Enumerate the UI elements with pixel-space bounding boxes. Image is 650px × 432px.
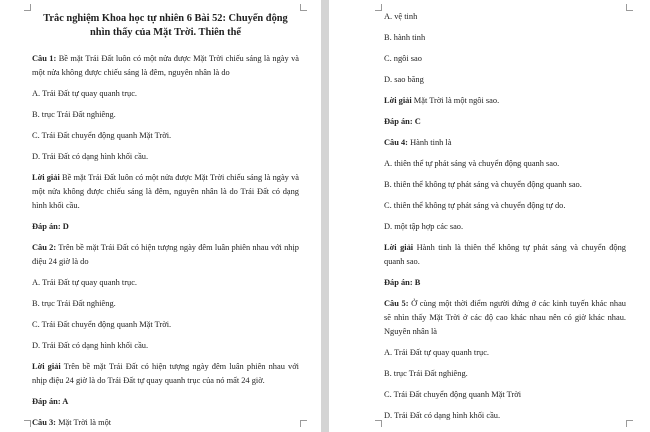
margin-mark-top-left	[24, 4, 31, 11]
margin-mark-bottom-right	[300, 420, 307, 427]
solution-text: Trên bề mặt Trái Đất có hiện tượng ngày đêm luân phiên nhau với nhịp điệu 24 giờ là do Trái Đất tự quay quanh trục của nó mất 24 giờ.	[32, 362, 299, 385]
option-a: A. Trái Đất tự quay quanh trục.	[32, 278, 138, 287]
question-4	[384, 136, 626, 150]
question-text: Hành tinh là	[407, 138, 452, 147]
solution-text: Hành tinh là thiên thể không tự phát sáng và chuyển động quanh sao.	[384, 243, 626, 266]
question-label: Câu 4:	[384, 138, 408, 147]
solution-label: Lời giải	[32, 173, 60, 182]
solution-label: Lời giải	[384, 243, 414, 252]
answer: Đáp án: A	[32, 397, 69, 406]
solution-label: Lời giải	[384, 96, 412, 105]
option-b: B. thiên thể không tự phát sáng và chuyển động quanh sao.	[384, 180, 582, 189]
document-title: Trắc nghiệm Khoa học tự nhiên 6 Bài 52: Chuyển động nhìn thấy của Mặt Trời. Thiên thể	[43, 13, 288, 38]
solution	[32, 171, 299, 213]
question-3	[32, 416, 299, 430]
solution	[32, 360, 299, 388]
margin-mark-bottom-left	[24, 420, 31, 427]
option-a: A. Trái Đất tự quay quanh trục.	[32, 89, 138, 98]
question-text: Ở cùng một thời điểm người đứng ở các kinh tuyến khác nhau sẽ nhìn thấy Mặt Trời ở các độ cao khác nhau nên có giờ khác nhau. Nguyên nhân là	[384, 299, 626, 336]
option-c: C. Trái Đất chuyển động quanh Mặt Trời.	[32, 320, 172, 329]
page-content-left	[32, 12, 299, 432]
page-content-right	[384, 10, 626, 430]
option-c: C. ngôi sao	[384, 54, 422, 63]
margin-mark-top-right	[300, 4, 307, 11]
margin-mark-top-left	[375, 4, 382, 11]
question-label: Câu 2:	[32, 243, 57, 252]
solution-text: Bề mặt Trái Đất luôn có một nửa được Mặt Trời chiếu sáng là ngày và một nửa không được chiếu sáng là đêm, nguyên nhân là do Trái Đất có dạng hình khối cầu.	[32, 173, 299, 210]
document-page-right	[329, 0, 650, 432]
answer: Đáp án: C	[384, 117, 421, 126]
margin-mark-top-right	[626, 4, 633, 11]
option-c: C. thiên thể không tự phát sáng và chuyển động tự do.	[384, 201, 566, 210]
option-d: D. Trái Đất có dạng hình khối cầu.	[32, 152, 149, 161]
question-label: Câu 3:	[32, 418, 56, 427]
solution	[384, 94, 626, 108]
margin-mark-bottom-left	[375, 420, 382, 427]
question-text: Trên bề mặt Trái Đất có hiện tượng ngày đêm luân phiên nhau với nhịp điệu 24 giờ là do	[32, 243, 299, 266]
option-b: B. trục Trái Đất nghiêng.	[32, 299, 116, 308]
question-2	[32, 241, 299, 269]
question-label: Câu 1:	[32, 54, 57, 63]
solution-label: Lời giải	[32, 362, 61, 371]
margin-mark-bottom-right	[626, 420, 633, 427]
answer: Đáp án: B	[384, 278, 421, 287]
question-text: Bề mặt Trái Đất luôn có một nửa được Mặt Trời chiếu sáng là ngày và một nửa không được chiếu sáng là đêm, nguyên nhân là do	[32, 54, 299, 77]
option-a: A. vệ tinh	[384, 12, 418, 21]
option-d: D. Trái Đất có dạng hình khối cầu.	[384, 411, 501, 420]
page-gutter	[321, 0, 329, 432]
question-label: Câu 5:	[384, 299, 409, 308]
option-d: D. một tập hợp các sao.	[384, 222, 464, 231]
question-5	[384, 297, 626, 339]
option-c: C. Trái Đất chuyển động quanh Mặt Trời.	[32, 131, 172, 140]
option-a: A. thiên thể tự phát sáng và chuyển động quanh sao.	[384, 159, 560, 168]
option-b: B. trục Trái Đất nghiêng.	[384, 369, 468, 378]
option-b: B. trục Trái Đất nghiêng.	[32, 110, 116, 119]
document-page-left	[0, 0, 321, 432]
question-1	[32, 52, 299, 80]
option-a: A. Trái Đất tự quay quanh trục.	[384, 348, 490, 357]
option-d: D. sao băng	[384, 75, 424, 84]
answer: Đáp án: D	[32, 222, 69, 231]
solution-text: Mặt Trời là một ngôi sao.	[411, 96, 500, 105]
option-c: C. Trái Đất chuyển động quanh Mặt Trời	[384, 390, 522, 399]
option-b: B. hành tinh	[384, 33, 426, 42]
question-text: Mặt Trời là một	[55, 418, 112, 427]
solution	[384, 241, 626, 269]
option-d: D. Trái Đất có dạng hình khối cầu.	[32, 341, 149, 350]
